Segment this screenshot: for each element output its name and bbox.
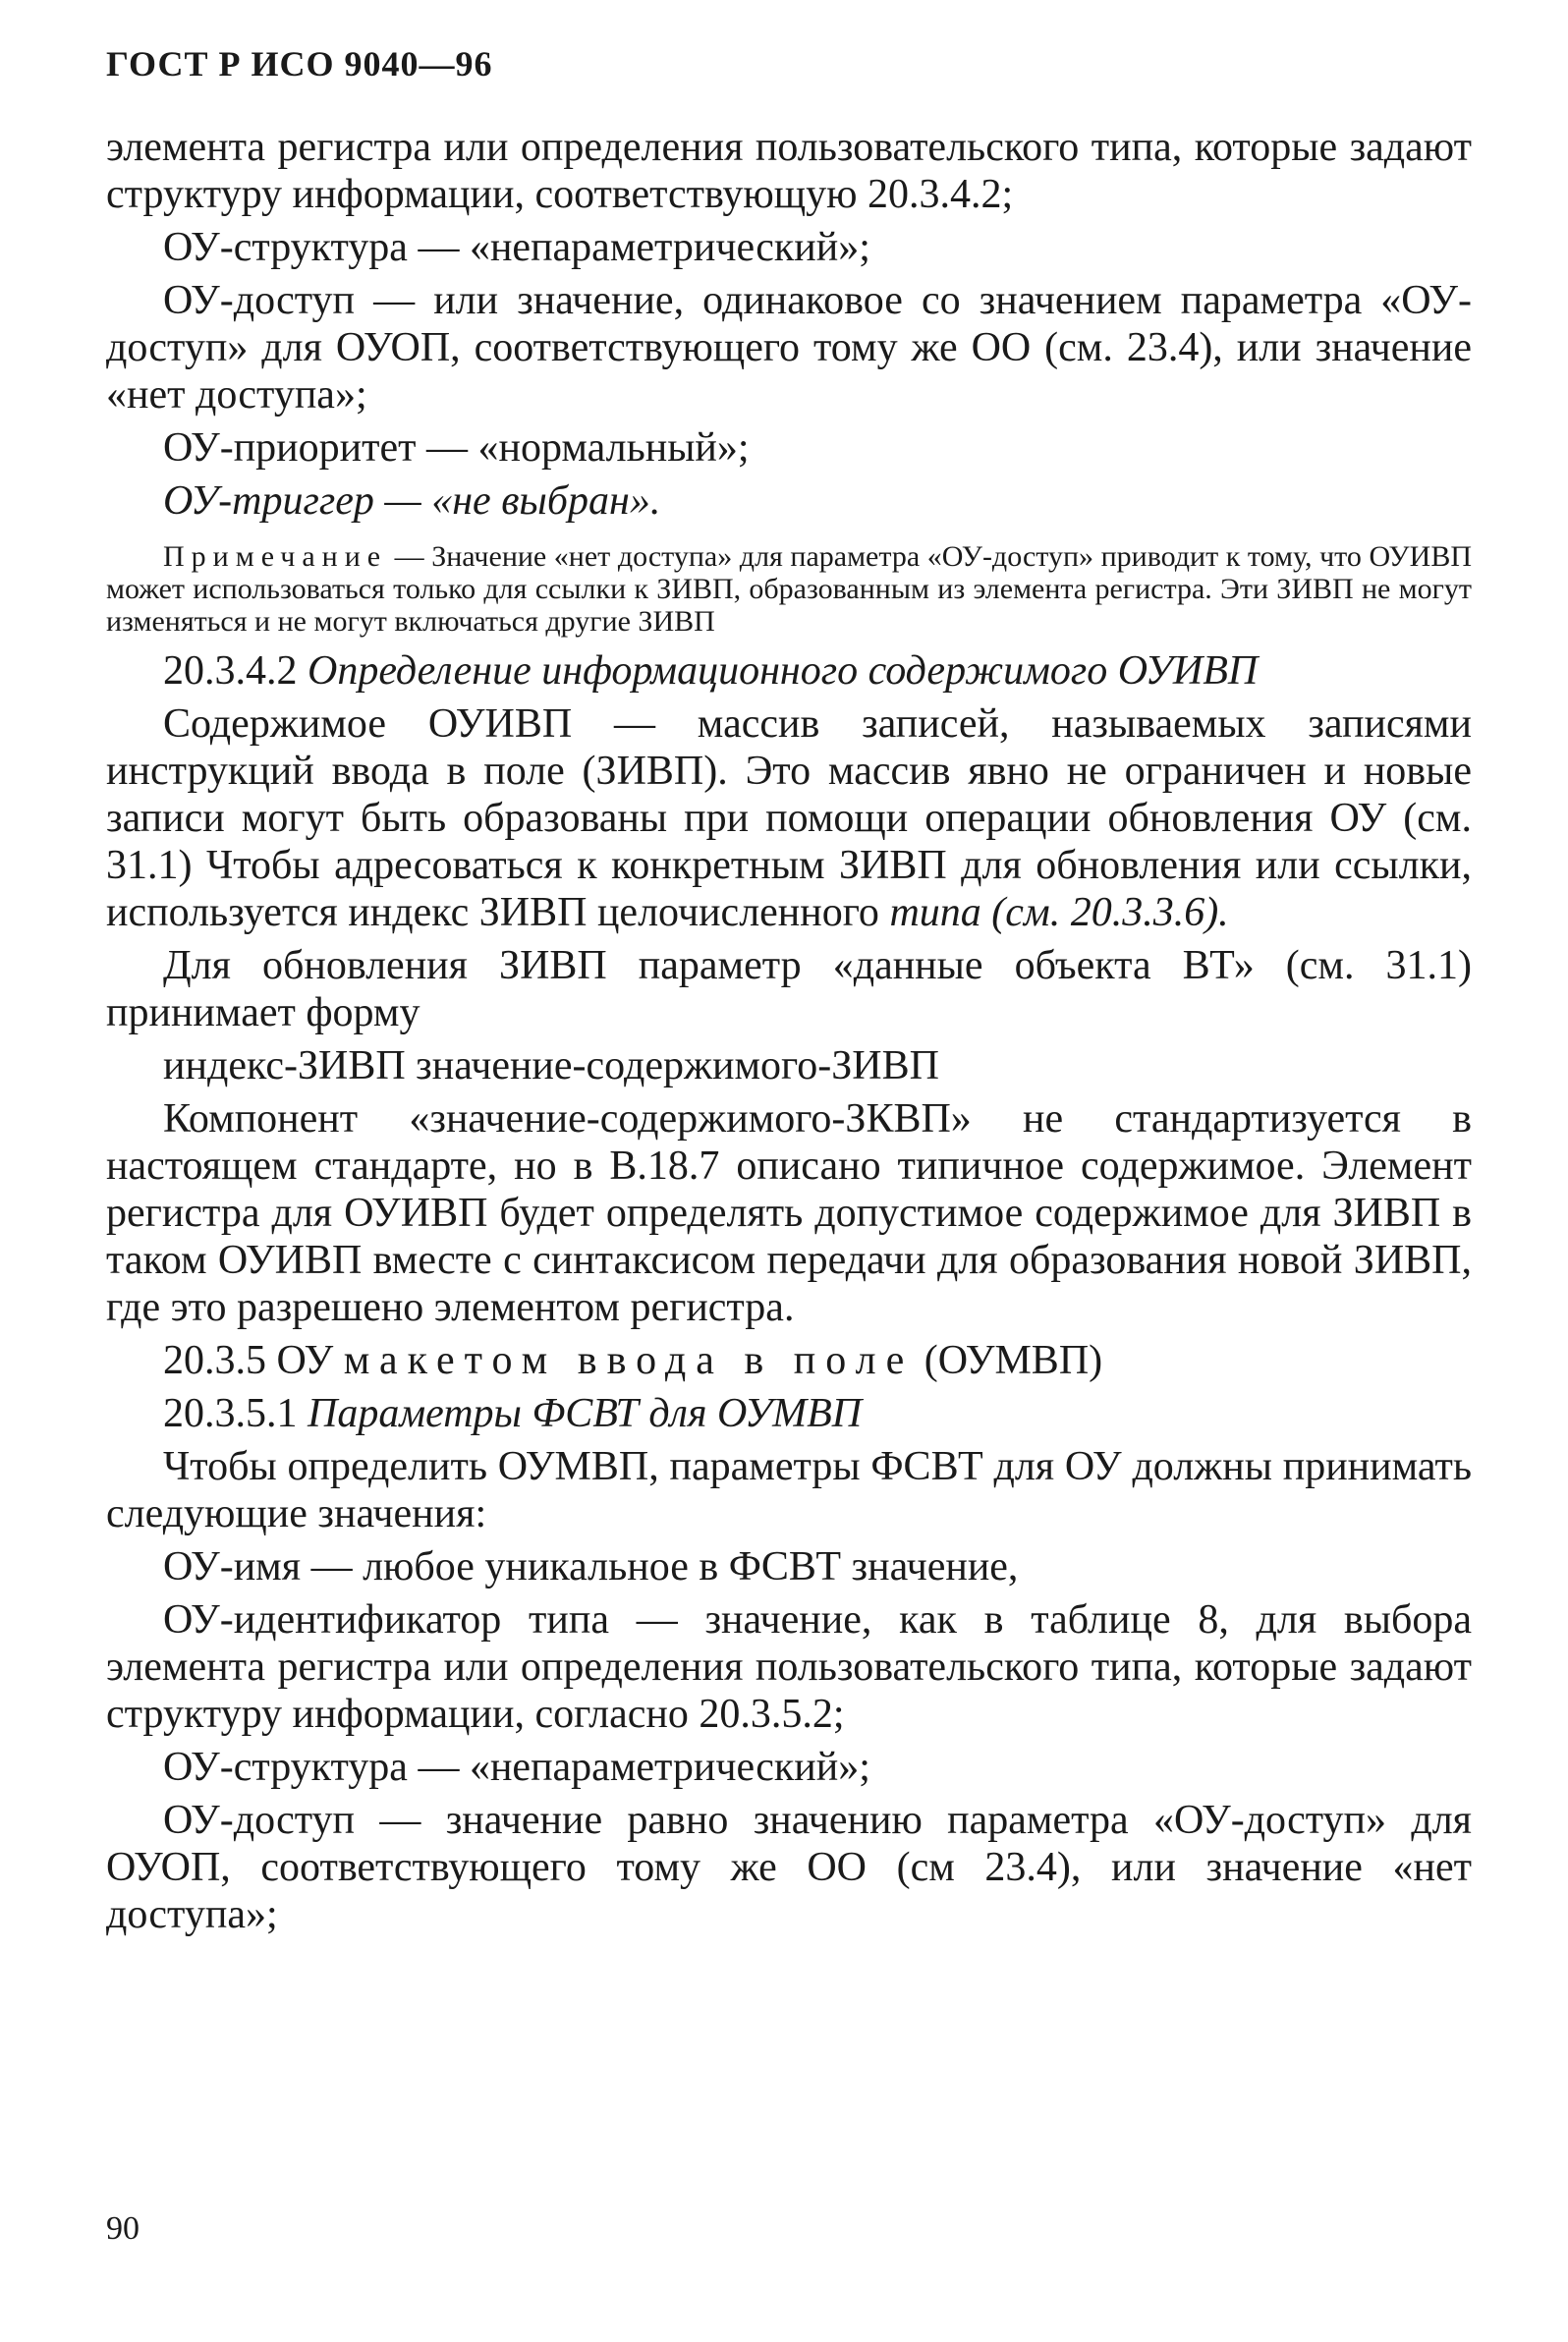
section-heading [106, 647, 1472, 695]
italic-text: ОУ-триггер — «не выбран». [163, 478, 661, 524]
note-label: Примечание [163, 540, 388, 573]
page-number: 90 [106, 2210, 140, 2247]
paragraph: ОУ-приоритет — «нормальный»; [163, 425, 750, 471]
paragraph: ОУ-структура — «непараметрический»; [163, 1745, 870, 1790]
paragraph: ОУ-доступ — или значение, одинаковое со значением параметра «ОУ-доступ» для ОУОП, соответствующего тому же ОО (см. 23.4), или значение «нет доступа»; [106, 278, 1472, 418]
body-text [106, 124, 1472, 1944]
note [106, 540, 1472, 638]
paragraph-text: Содержимое ОУИВП — массив записей, называемых записями инструкций ввода в поле (ЗИВП). Это массив явно не ограничен и новые записи могут быть образованы при помощи операции обновления ОУ (см. 31.1) Чтобы адресоваться к конкретным ЗИВП для обновления или ссылки, используется индекс ЗИВП целочисленного [106, 701, 1472, 935]
paragraph: ОУ-структура — «непараметрический»; [163, 225, 870, 270]
section-heading [106, 1390, 1472, 1437]
section-title: Параметры ФСВТ для ОУМВП [308, 1391, 863, 1436]
section-abbrev: (ОУМВП) [914, 1338, 1103, 1383]
section-title: макетом ввода в поле [343, 1338, 915, 1383]
paragraph [106, 477, 1472, 525]
paragraph: Компонент «значение-содержимого-ЗКВП» не стандартизуется в настоящем стандарте, но в В.18.7 описано типичное содержимое. Элемент регистра для ОУИВП будет определять допустимое содержимое для ЗИВП в таком ОУИВП вместе с синтаксисом передачи для образования новой ЗИВП, где это разрешено элементом регистра. [106, 1096, 1472, 1330]
paragraph [106, 700, 1472, 936]
section-number: 20.3.5 ОУ [163, 1338, 344, 1383]
italic-text: типа (см. 20.3.3.6). [889, 890, 1229, 935]
paragraph: элемента регистра или определения пользовательского типа, которые задают структуру информации, соответствующую 20.3.4.2; [106, 125, 1472, 217]
page-header: ГОСТ Р ИСО 9040—96 [106, 44, 493, 84]
section-heading [106, 1337, 1472, 1384]
paragraph: индекс-ЗИВП значение-содержимого-ЗИВП [163, 1043, 939, 1088]
section-title: Определение информационного содержимого ОУИВП [308, 648, 1259, 694]
paragraph: ОУ-доступ — значение равно значению параметра «ОУ-доступ» для ОУОП, соответствующего тому же ОО (см 23.4), или значение «нет доступа»; [106, 1798, 1472, 1937]
note-text: — Значение «нет доступа» для параметра «ОУ-доступ» приводит к тому, что ОУИВП может использоваться только для ссылки к ЗИВП, образованным из элемента регистра. Эти ЗИВП не могут изменяться и не могут включаться другие ЗИВП [106, 540, 1472, 638]
section-number: 20.3.5.1 [163, 1391, 308, 1436]
paragraph: ОУ-имя — любое уникальное в ФСВТ значение, [163, 1544, 1019, 1589]
paragraph: Для обновления ЗИВП параметр «данные объекта ВТ» (см. 31.1) принимает форму [106, 943, 1472, 1035]
paragraph: Чтобы определить ОУМВП, параметры ФСВТ для ОУ должны принимать следующие значения: [106, 1444, 1472, 1536]
section-number: 20.3.4.2 [163, 648, 308, 694]
paragraph: ОУ-идентификатор типа — значение, как в таблице 8, для выбора элемента регистра или определения пользовательского типа, которые задают структуру информации, согласно 20.3.5.2; [106, 1597, 1472, 1737]
